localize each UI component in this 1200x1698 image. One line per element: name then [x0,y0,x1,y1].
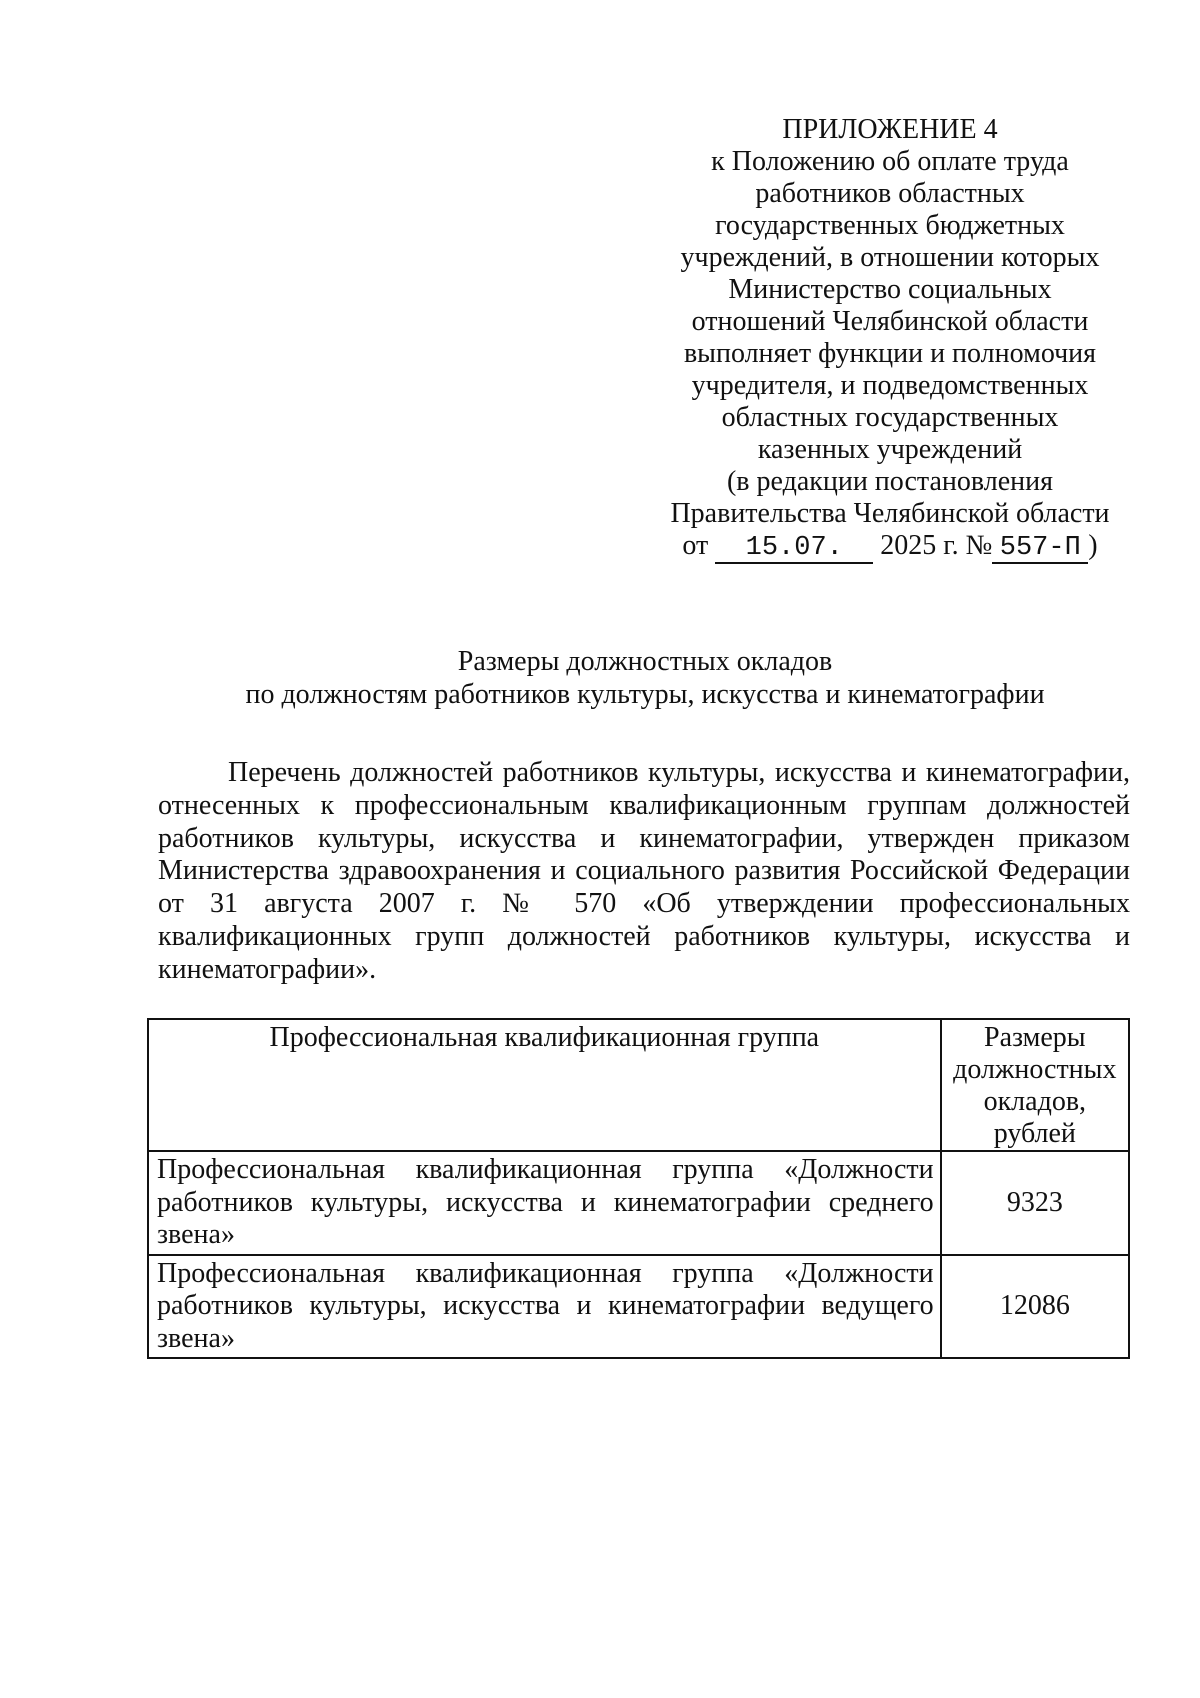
appendix-date-line [640,530,1140,564]
appendix-line: выполняет функции и полномочия [683,338,1097,369]
appendix-block [640,114,1140,564]
row-salary: 9323 [941,1151,1129,1255]
appendix-title: ПРИЛОЖЕНИЕ 4 [782,114,998,145]
appendix-line: Министерство социальных [728,274,1052,305]
appendix-line: учредителя, и подведомственных [691,370,1089,401]
appendix-line: к Положению об оплате труда [711,146,1069,177]
appendix-line: учреждений, в отношении которых [680,242,1100,273]
table-row [148,1255,1129,1359]
appendix-line: государственных бюджетных [715,210,1065,241]
heading-line-2: по должностям работников культуры, искусства и кинематографии [245,679,1045,710]
heading-line-1: Размеры должностных окладов [457,646,833,677]
appendix-line: работников областных [755,178,1025,209]
row-salary: 12086 [941,1255,1129,1359]
header-salary-line: должностных [953,1054,1117,1085]
number-field: 557-П [992,534,1088,564]
document-heading [160,645,1130,711]
table-header-row [148,1019,1129,1151]
date-prefix: от [682,530,709,561]
date-field: 15.07. [715,534,873,564]
header-salary-line: Размеры [984,1022,1086,1053]
appendix-line: Правительства Челябинской области [670,498,1110,529]
year-text: 2025 г. № [880,530,993,561]
intro-paragraph: Перечень должностей работников культуры, искусства и кинематографии, отнесенных к профессиональным квалификационным группам должностей работников культуры, искусства и кинематографии, утвержден приказом Министерства здравоохранения и социального развития Российской Федерации от 31 августа 2007 г. № 570 «Об утверждении профессиональных квалификационных групп должностей работников культуры, искусства и кинематографии». [158,757,1130,985]
appendix-line: (в редакции постановления [726,466,1054,497]
row-group: Профессиональная квалификационная группа «Должности работников культуры, искусства и кинематографии ведущего звена» [148,1255,941,1359]
appendix-line: областных государственных [721,402,1059,433]
header-salary-line: окладов, [983,1086,1087,1117]
salary-table [147,1018,1130,1359]
closing-paren: ) [1088,530,1098,561]
appendix-line: казенных учреждений [757,434,1023,465]
header-group: Профессиональная квалификационная группа [148,1019,941,1151]
appendix-line: отношений Челябинской области [691,306,1089,337]
header-salary-line: рублей [993,1118,1076,1149]
header-salary [941,1019,1129,1151]
row-group: Профессиональная квалификационная группа «Должности работников культуры, искусства и кинематографии среднего звена» [148,1151,941,1255]
table-row [148,1151,1129,1255]
